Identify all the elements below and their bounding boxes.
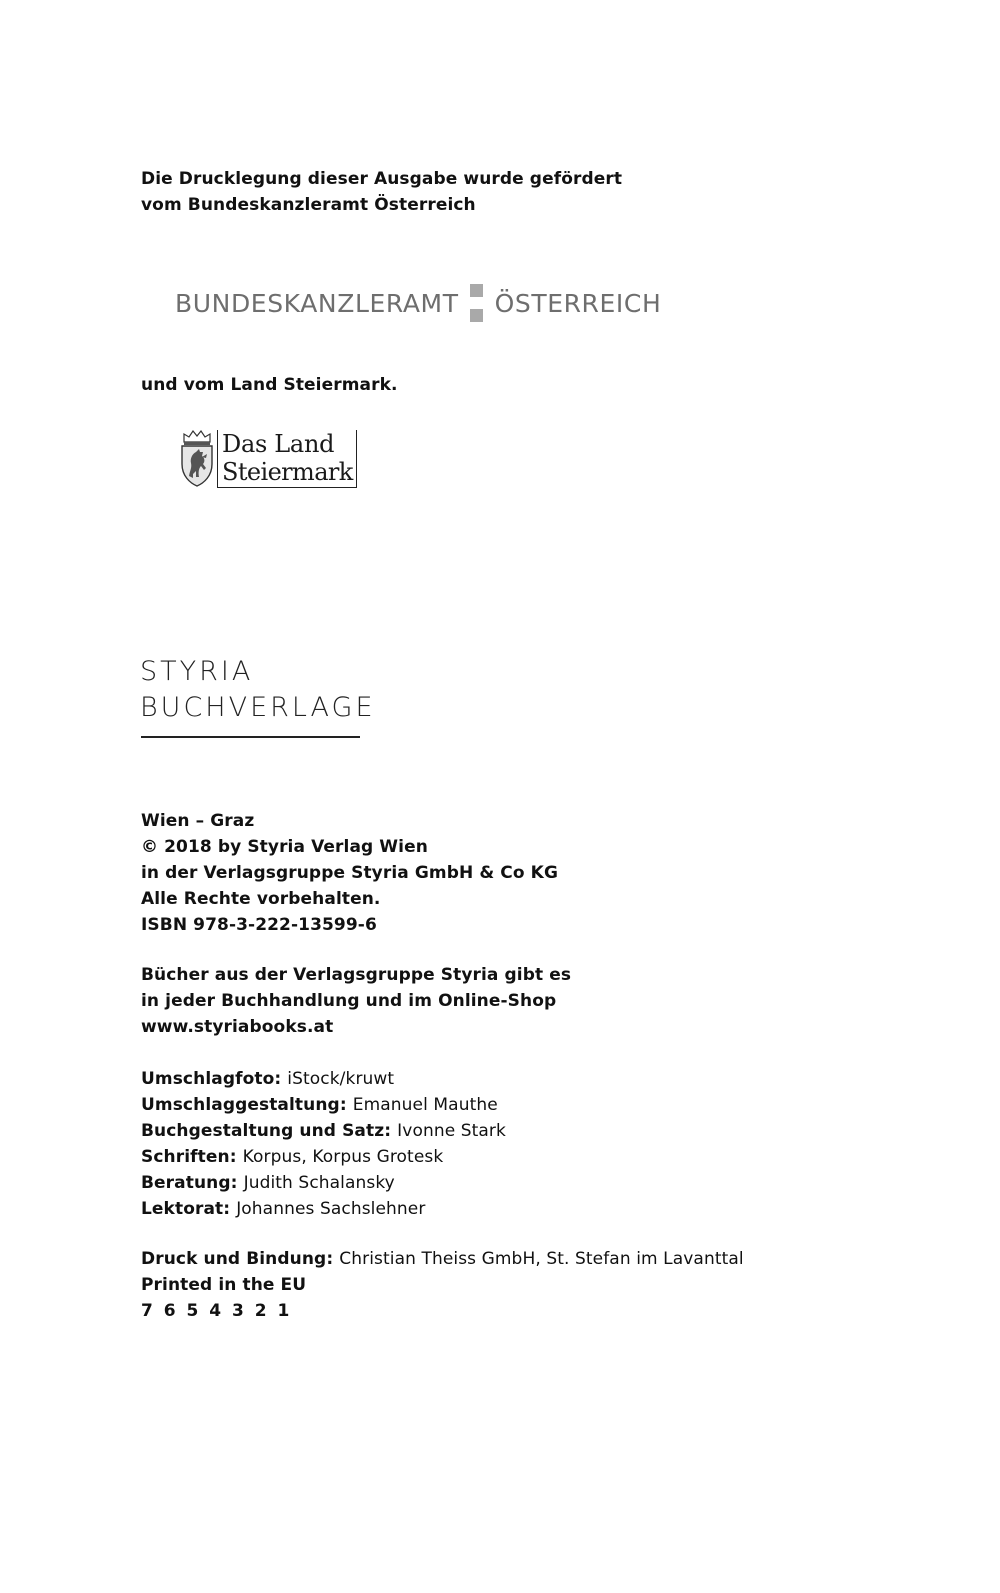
bka-logo-left-word: BUNDESKANZLERAMT (175, 288, 459, 318)
credit-value: Ivonne Stark (397, 1121, 506, 1141)
logo-line-das-land: Das Land (222, 430, 335, 458)
funding-statement (141, 166, 622, 218)
styria-buchverlage-logo (140, 654, 376, 738)
imprint-line: Wien – Graz (141, 811, 255, 831)
logo-line-steiermark: Steiermark (222, 458, 353, 486)
funding-line: vom Bundeskanzleramt Österreich (141, 195, 476, 215)
credit-label: Lektorat: (141, 1199, 231, 1219)
land-steiermark-logo (180, 430, 357, 488)
shop-info (141, 962, 571, 1040)
shop-line: Bücher aus der Verlagsgruppe Styria gibt es (141, 965, 572, 985)
credit-row (141, 1118, 506, 1144)
bundeskanzleramt-logo (175, 284, 661, 322)
steiermark-line: und vom Land Steiermark. (141, 375, 398, 395)
isbn: ISBN 978-3-222-13599-6 (141, 915, 377, 935)
styria-logo-line2: BUCHVERLAGE (140, 692, 376, 723)
credit-label: Umschlagfoto: (141, 1069, 282, 1089)
styria-logo-underline (141, 736, 360, 738)
imprint-line: Alle Rechte vorbehalten. (141, 889, 381, 909)
credit-row (141, 1170, 506, 1196)
imprint-line: in der Verlagsgruppe Styria GmbH & Co KG (141, 863, 558, 883)
shop-url: www.styriabooks.at (141, 1017, 334, 1037)
credit-label: Umschlaggestaltung: (141, 1095, 347, 1115)
styria-logo-line1: STYRIA (140, 656, 254, 687)
printed-in: Printed in the EU (141, 1275, 307, 1295)
print-info (141, 1246, 744, 1324)
credit-label: Beratung: (141, 1173, 238, 1193)
credit-row (141, 1092, 506, 1118)
print-label: Druck und Bindung: (141, 1249, 334, 1269)
credit-value: Korpus, Korpus Grotesk (242, 1147, 444, 1167)
imprint-block (141, 808, 558, 938)
print-row (141, 1246, 744, 1272)
credit-value: Johannes Sachslehner (236, 1199, 426, 1219)
credit-value: Judith Schalansky (243, 1173, 395, 1193)
coat-of-arms-icon (180, 430, 214, 488)
steiermark-statement (141, 372, 398, 398)
credit-label: Buchgestaltung und Satz: (141, 1121, 392, 1141)
bka-divider-icon (470, 284, 483, 322)
print-run-numbers: 7 6 5 4 3 2 1 (141, 1301, 292, 1321)
credit-value: iStock/kruwt (287, 1069, 395, 1089)
bka-logo-right-word: ÖSTERREICH (494, 288, 662, 318)
credit-row (141, 1196, 506, 1222)
funding-line: Die Drucklegung dieser Ausgabe wurde gefördert (141, 169, 623, 189)
credit-row (141, 1066, 506, 1092)
imprint-line: © 2018 by Styria Verlag Wien (141, 837, 428, 857)
credits-list (141, 1066, 506, 1222)
credit-label: Schriften: (141, 1147, 237, 1167)
credit-row (141, 1144, 506, 1170)
shop-line: in jeder Buchhandlung und im Online-Shop (141, 991, 557, 1011)
steiermark-logo-frame (217, 430, 357, 488)
print-value: Christian Theiss GmbH, St. Stefan im Lavanttal (339, 1249, 744, 1269)
credit-value: Emanuel Mauthe (352, 1095, 498, 1115)
